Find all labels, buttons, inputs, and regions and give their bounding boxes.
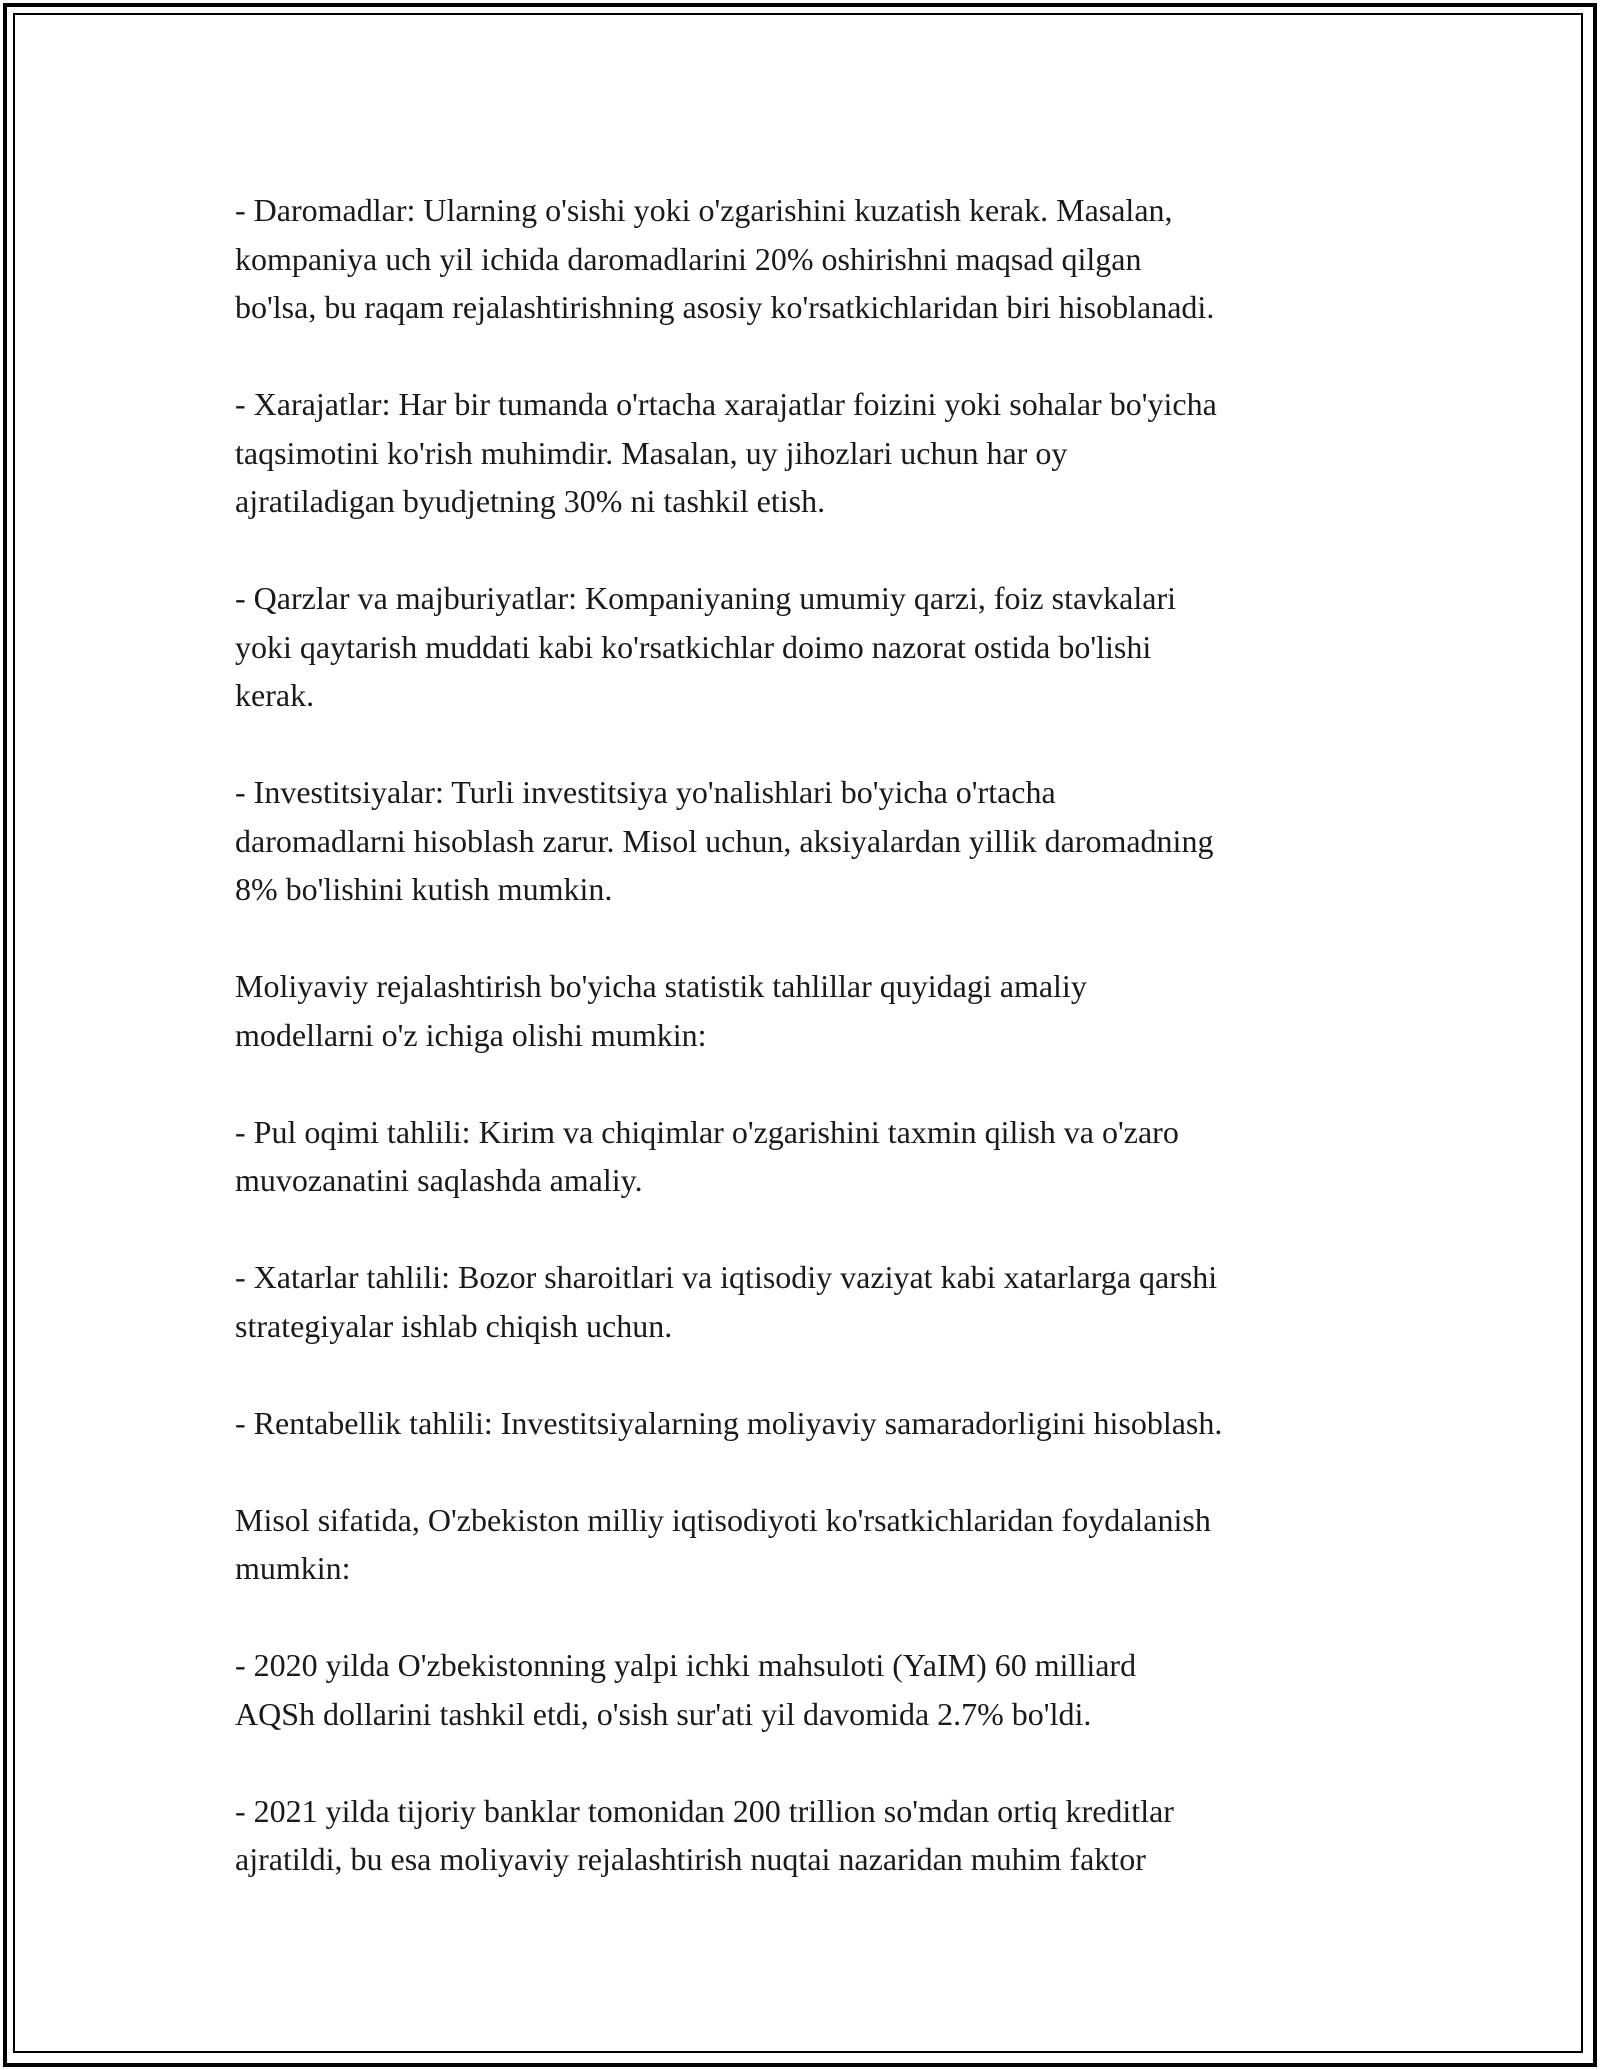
paragraph-pul-oqimi (235, 1108, 1395, 1205)
text-line: mumkin: (235, 1550, 351, 1586)
paragraph-models-intro (235, 962, 1395, 1059)
text-line: kerak. (235, 677, 315, 713)
text-line: taqsimotini ko'rish muhimdir. Masalan, uy jihozlari uchun har oy (235, 434, 1068, 471)
text-line: - Qarzlar va majburiyatlar: Kompaniyaning umumiy qarzi, foiz stavkalari (235, 580, 1176, 616)
text-line: daromadlarni hisoblash zarur. Misol uchun, aksiyalardan yillik daromadning (235, 822, 1214, 859)
text-line: modellarni o'z ichiga olishi mumkin: (235, 1016, 707, 1053)
text-line: yoki qaytarish muddati kabi ko'rsatkichlar doimo nazorat ostida bo'lishi (235, 628, 1152, 665)
text-line: - Rentabellik tahlili: Investitsiyalarning moliyaviy samaradorligini hisoblash. (235, 1404, 1223, 1441)
paragraph-yaim-2020 (235, 1641, 1395, 1738)
text-line: ajratildi, bu esa moliyaviy rejalashtirish nuqtai nazaridan muhim faktor (235, 1841, 1146, 1877)
text-line: Moliyaviy rejalashtirish bo'yicha statistik tahlillar quyidagi amaliy (235, 968, 1087, 1004)
paragraph-investitsiyalar (235, 768, 1395, 914)
paragraph-daromadlar (235, 186, 1395, 332)
text-line: - 2020 yilda O'zbekistonning yalpi ichki mahsuloti (YaIM) 60 milliard (235, 1647, 1137, 1683)
text-line: muvozanatini saqlashda amaliy. (235, 1162, 643, 1198)
paragraph-kreditlar-2021 (235, 1787, 1395, 1884)
text-line: - Xarajatlar: Har bir tumanda o'rtacha xarajatlar foizini yoki sohalar bo'yicha (235, 386, 1217, 422)
text-line: 8% bo'lishini kutish mumkin. (235, 871, 613, 907)
text-line: - Xatarlar tahlili: Bozor sharoitlari va iqtisodiy vaziyat kabi xatarlarga qarshi (235, 1259, 1218, 1295)
text-line: - 2021 yilda tijoriy banklar tomonidan 200 trillion so'mdan ortiq kreditlar (235, 1792, 1174, 1829)
paragraph-xatarlar (235, 1253, 1395, 1350)
paragraph-misol-intro (235, 1496, 1395, 1593)
text-line: strategiyalar ishlab chiqish uchun. (235, 1307, 673, 1344)
paragraph-xarajatlar (235, 380, 1395, 526)
document-body (235, 186, 1395, 1932)
text-line: kompaniya uch yil ichida daromadlarini 20% oshirishni maqsad qilgan (235, 240, 1142, 277)
text-line: - Daromadlar: Ularning o'sishi yoki o'zgarishini kuzatish kerak. Masalan, (235, 192, 1173, 228)
paragraph-qarzlar (235, 574, 1395, 720)
text-line: bo'lsa, bu raqam rejalashtirishning asosiy ko'rsatkichlaridan biri hisoblanadi. (235, 289, 1215, 325)
text-line: Misol sifatida, O'zbekiston milliy iqtisodiyoti ko'rsatkichlaridan foydalanish (235, 1501, 1211, 1538)
text-line: ajratiladigan byudjetning 30% ni tashkil etish. (235, 483, 826, 519)
text-line: AQSh dollarini tashkil etdi, o'sish sur'ati yil davomida 2.7% bo'ldi. (235, 1695, 1092, 1732)
text-line: - Pul oqimi tahlili: Kirim va chiqimlar o'zgarishini taxmin qilish va o'zaro (235, 1113, 1179, 1150)
text-line: - Investitsiyalar: Turli investitsiya yo'nalishlari bo'yicha o'rtacha (235, 774, 1056, 810)
paragraph-rentabellik (235, 1399, 1395, 1448)
